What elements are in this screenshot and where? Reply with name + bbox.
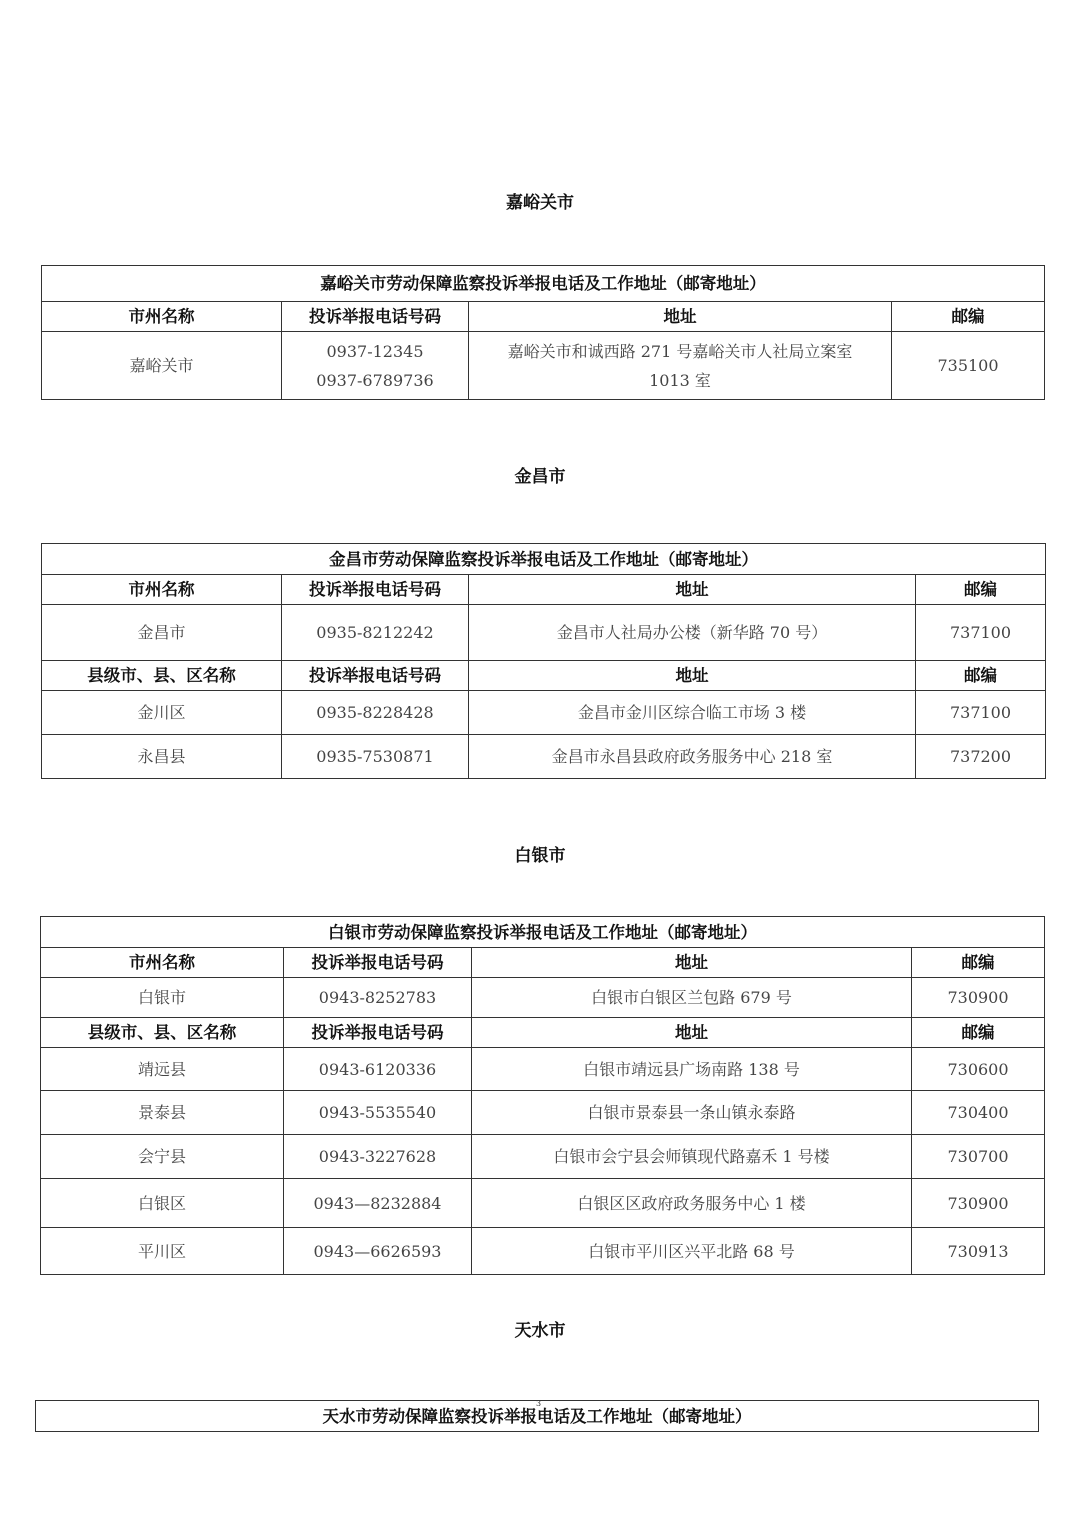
phone-cell bbox=[284, 978, 472, 1018]
phone-cell bbox=[282, 735, 469, 779]
cell-line: 金昌市金川区综合临工市场 3 楼 bbox=[577, 703, 807, 722]
table-title-row bbox=[42, 266, 1045, 302]
phone-cell bbox=[284, 1048, 472, 1091]
column-header: 地址 bbox=[469, 575, 916, 605]
cell-line: 0943-6120336 bbox=[318, 1059, 437, 1079]
table-title-row bbox=[42, 544, 1046, 575]
column-header: 投诉举报电话号码 bbox=[282, 661, 469, 691]
cell-line: 白银市靖远县广场南路 138 号 bbox=[583, 1059, 800, 1079]
cell-line: 0937-6789736 bbox=[316, 370, 434, 390]
column-header: 邮编 bbox=[912, 948, 1045, 978]
column-header: 投诉举报电话号码 bbox=[284, 1018, 472, 1048]
column-header: 市州名称 bbox=[42, 302, 282, 332]
phone-cell bbox=[284, 1179, 472, 1228]
phone-cell bbox=[282, 691, 469, 735]
column-header: 地址 bbox=[469, 661, 916, 691]
address-cell bbox=[469, 332, 892, 400]
cell-line: 白银市白银区兰包路 679 号 bbox=[591, 988, 792, 1007]
contact-table bbox=[40, 916, 1045, 1275]
header-row bbox=[42, 302, 1045, 332]
contact-table bbox=[41, 265, 1045, 400]
table-title-row bbox=[41, 917, 1045, 948]
cell-line: 0943-5535540 bbox=[318, 1103, 437, 1122]
column-header: 县级市、县、区名称 bbox=[42, 661, 282, 691]
address-cell bbox=[472, 978, 912, 1018]
cell-line: 737100 bbox=[949, 703, 1012, 722]
column-header: 投诉举报电话号码 bbox=[282, 575, 469, 605]
section-heading: 嘉峪关市 bbox=[506, 193, 574, 213]
table-row bbox=[41, 1228, 1045, 1275]
cell-line: 730900 bbox=[947, 988, 1009, 1007]
region-name-cell bbox=[41, 1135, 284, 1179]
postcode-cell bbox=[916, 691, 1046, 735]
column-header: 邮编 bbox=[892, 302, 1045, 332]
column-header: 投诉举报电话号码 bbox=[284, 948, 472, 978]
contact-table bbox=[41, 543, 1046, 779]
cell-line: 0943—6626593 bbox=[313, 1241, 442, 1261]
cell-line: 0943—8232884 bbox=[313, 1193, 442, 1213]
cell-line: 0935-8228428 bbox=[316, 703, 434, 722]
phone-cell bbox=[284, 1091, 472, 1135]
region-name-cell bbox=[42, 605, 282, 661]
table-row bbox=[42, 332, 1045, 400]
table-title: 嘉峪关市劳动保障监察投诉举报电话及工作地址（邮寄地址） bbox=[42, 266, 1045, 302]
table-row bbox=[42, 605, 1046, 661]
column-header: 投诉举报电话号码 bbox=[282, 302, 469, 332]
cell-line: 平川区 bbox=[137, 1241, 186, 1261]
phone-cell bbox=[282, 605, 469, 661]
table-row bbox=[41, 1091, 1045, 1135]
cell-line: 737200 bbox=[949, 747, 1012, 766]
address-cell bbox=[472, 1179, 912, 1228]
cell-line: 白银区 bbox=[137, 1193, 186, 1213]
column-header: 市州名称 bbox=[41, 948, 284, 978]
cell-line: 1013 室 bbox=[649, 370, 711, 390]
column-header: 地址 bbox=[472, 1018, 912, 1048]
cell-line: 白银市景泰县一条山镇永泰路 bbox=[587, 1103, 796, 1122]
cell-line: 白银市会宁县会师镇现代路嘉禾 1 号楼 bbox=[553, 1147, 830, 1166]
section-heading: 天水市 bbox=[514, 1321, 566, 1341]
table-row bbox=[41, 978, 1045, 1018]
postcode-cell bbox=[912, 1048, 1045, 1091]
table-row bbox=[41, 1179, 1045, 1228]
cell-line: 737100 bbox=[949, 623, 1012, 642]
cell-line: 景泰县 bbox=[137, 1103, 186, 1122]
address-cell bbox=[469, 605, 916, 661]
cell-line: 0935-7530871 bbox=[316, 747, 434, 766]
cell-line: 会宁县 bbox=[137, 1147, 186, 1166]
postcode-cell bbox=[912, 1179, 1045, 1228]
postcode-cell bbox=[912, 1135, 1045, 1179]
region-name-cell bbox=[42, 332, 282, 400]
address-cell bbox=[469, 735, 916, 779]
phone-cell bbox=[282, 332, 469, 400]
cell-line: 金昌市永昌县政府政务服务中心 218 室 bbox=[551, 747, 833, 766]
phone-cell bbox=[284, 1135, 472, 1179]
postcode-cell bbox=[912, 1228, 1045, 1275]
cell-line: 730900 bbox=[947, 1193, 1009, 1213]
column-header: 县级市、县、区名称 bbox=[41, 1018, 284, 1048]
cell-line: 730700 bbox=[947, 1147, 1009, 1166]
column-header: 邮编 bbox=[912, 1018, 1045, 1048]
header-row bbox=[41, 948, 1045, 978]
cell-line: 白银区区政府政务服务中心 1 楼 bbox=[577, 1193, 806, 1213]
table-row bbox=[41, 1135, 1045, 1179]
cell-line: 730400 bbox=[947, 1103, 1009, 1122]
region-name-cell bbox=[41, 1048, 284, 1091]
cell-line: 金昌市人社局办公楼（新华路 70 号） bbox=[556, 623, 828, 642]
cell-line: 白银市平川区兴平北路 68 号 bbox=[588, 1241, 795, 1261]
table-row bbox=[42, 735, 1046, 779]
cell-line: 0937-12345 bbox=[326, 341, 424, 361]
postcode-cell bbox=[912, 978, 1045, 1018]
cell-line: 金川区 bbox=[137, 703, 186, 722]
postcode-cell bbox=[912, 1091, 1045, 1135]
cell-line: 金昌市 bbox=[137, 623, 186, 642]
region-name-cell bbox=[42, 735, 282, 779]
region-name-cell bbox=[41, 1228, 284, 1275]
address-cell bbox=[472, 1228, 912, 1275]
cell-line: 嘉峪关市 bbox=[129, 356, 194, 375]
column-header: 地址 bbox=[469, 302, 892, 332]
region-name-cell bbox=[41, 978, 284, 1018]
column-header: 邮编 bbox=[916, 575, 1046, 605]
section-heading: 金昌市 bbox=[514, 467, 566, 487]
page-number: 3 bbox=[536, 1399, 542, 1408]
postcode-cell bbox=[916, 735, 1046, 779]
cell-line: 嘉峪关市和诚西路 271 号嘉峪关市人社局立案室 bbox=[507, 341, 853, 361]
table-title: 金昌市劳动保障监察投诉举报电话及工作地址（邮寄地址） bbox=[42, 544, 1046, 575]
cell-line: 0943-3227628 bbox=[318, 1147, 437, 1166]
address-cell bbox=[472, 1091, 912, 1135]
region-name-cell bbox=[42, 691, 282, 735]
header-row bbox=[42, 575, 1046, 605]
cell-line: 730600 bbox=[947, 1059, 1009, 1079]
cell-line: 730913 bbox=[947, 1241, 1009, 1261]
cell-line: 0943-8252783 bbox=[318, 988, 437, 1007]
column-header: 地址 bbox=[472, 948, 912, 978]
postcode-cell bbox=[916, 605, 1046, 661]
cell-line: 0935-8212242 bbox=[316, 623, 434, 642]
address-cell bbox=[469, 691, 916, 735]
cell-line: 白银市 bbox=[137, 988, 186, 1007]
cell-line: 永昌县 bbox=[137, 747, 186, 766]
table-row bbox=[41, 1048, 1045, 1091]
cell-line: 735100 bbox=[937, 356, 999, 375]
table-row bbox=[42, 691, 1046, 735]
postcode-cell bbox=[892, 332, 1045, 400]
table-title: 白银市劳动保障监察投诉举报电话及工作地址（邮寄地址） bbox=[41, 917, 1045, 948]
column-header: 邮编 bbox=[916, 661, 1046, 691]
region-name-cell bbox=[41, 1091, 284, 1135]
cell-line: 靖远县 bbox=[137, 1059, 186, 1079]
column-header: 市州名称 bbox=[42, 575, 282, 605]
table-title: 天水市劳动保障监察投诉举报电话及工作地址（邮寄地址） bbox=[36, 1401, 1039, 1432]
region-name-cell bbox=[41, 1179, 284, 1228]
header-row bbox=[41, 1018, 1045, 1048]
phone-cell bbox=[284, 1228, 472, 1275]
section-heading: 白银市 bbox=[514, 846, 566, 866]
address-cell bbox=[472, 1048, 912, 1091]
header-row bbox=[42, 661, 1046, 691]
address-cell bbox=[472, 1135, 912, 1179]
